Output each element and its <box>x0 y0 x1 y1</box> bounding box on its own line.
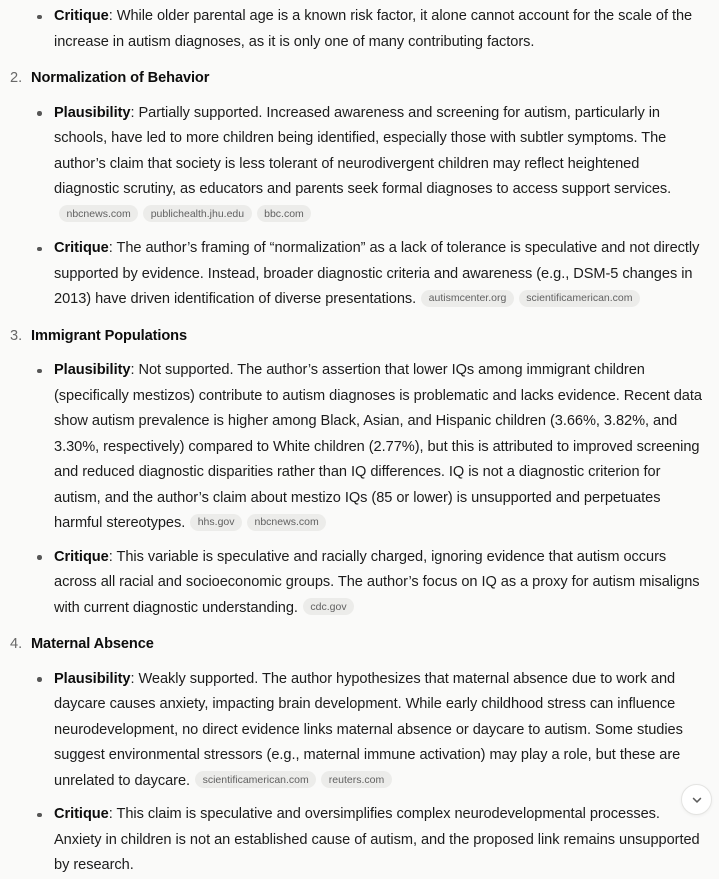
list-bullet-item <box>10 236 705 313</box>
bullet-marker <box>37 369 42 374</box>
source-citation-chip[interactable]: nbcnews.com <box>59 205 138 222</box>
bullet-text: : Weakly supported. The author hypothesizes that maternal absence due to work and daycare causes anxiety, impacting brain development. While early childhood stress can influence neurodevelopment, no direct evidence links maternal absence or daycare to autism. Some studies suggest environmental stressors (e.g., maternal immune activation) may play a role, but these are unrelated to daycare. <box>54 670 683 789</box>
bullet-label: Critique <box>54 806 109 822</box>
bullet-label: Critique <box>54 548 109 565</box>
bullet-marker <box>37 555 42 560</box>
list-bullet-item <box>10 101 705 229</box>
bullet-text: : While older parental age is a known risk factor, it alone cannot account for the scale of the increase in autism diagnoses, as it is only one of many contributing factors. <box>54 8 693 50</box>
list-bullet-item <box>10 358 705 537</box>
source-citation-chip[interactable]: bbc.com <box>257 205 312 222</box>
scroll-to-bottom-button[interactable] <box>681 784 712 815</box>
chevron-down-icon <box>690 793 704 807</box>
list-number: 3. <box>10 327 23 344</box>
list-bullet-item <box>10 545 705 622</box>
bullet-label: Plausibility <box>54 362 131 378</box>
bullet-marker <box>37 247 42 252</box>
source-citation-chip[interactable]: autismcenter.org <box>421 290 514 307</box>
list-item-heading <box>10 632 705 658</box>
list-item-heading <box>10 324 705 350</box>
list-bullet-item <box>10 667 705 795</box>
bullet-text: : Not supported. The author’s assertion that lower IQs among immigrant children (specifically mestizos) contribute to autism diagnoses is problematic and lacks evidence. Recent data show autism prevalence is higher among Black, Asian, and Hispanic children (3.66%, 3.82%, and 3.30%, respectively) compared to White children (2.77%), but this is attributed to improved screening and reduced diagnostic disparities rather than IQ differences. IQ is not a diagnostic criterion for autism, and the author’s claim about mestizo IQs (85 or lower) is unsupported and perpetuates harmful stereotypes. <box>54 362 702 531</box>
bullet-text: : This claim is speculative and oversimplifies complex neurodevelopmental processes. <box>108 806 660 822</box>
list-number: 4. <box>10 636 23 652</box>
list-item-title: Maternal Absence <box>31 636 154 652</box>
bullet-label: Critique <box>54 8 109 24</box>
bullet-label: Plausibility <box>54 670 131 687</box>
source-citation-chip[interactable]: hhs.gov <box>190 514 242 531</box>
source-citation-chip[interactable]: reuters.com <box>321 771 391 788</box>
list-bullet-item <box>10 802 705 879</box>
bullet-marker <box>37 813 42 818</box>
bullet-marker <box>37 15 42 20</box>
bullet-text: : Partially supported. Increased awareness and screening for autism, particularly in schools, have led to more children being identified, especially those with subtler symptoms. The author’s claim that society is less tolerant of neurodivergent children may reflect heightened diagnostic scrutiny, as educators and parents seek formal diagnoses to access support services. <box>54 104 672 197</box>
bullet-text: : This variable is speculative and racially charged, ignoring evidence that autism occurs across all racial and socioeconomic groups. The author’s focus on IQ as a proxy for autism misaligns with current diagnostic understanding. <box>54 548 700 616</box>
bullet-text-clipped: Anxiety in children is not an established cause of autism, and the proposed link remains unsupported by research. <box>54 831 700 873</box>
source-citation-chip[interactable]: scientificamerican.com <box>519 290 640 307</box>
source-citation-chip[interactable]: nbcnews.com <box>247 514 326 531</box>
list-bullet-item <box>10 4 705 55</box>
source-citation-chip[interactable]: scientificamerican.com <box>195 771 316 788</box>
list-item-title: Immigrant Populations <box>31 327 188 344</box>
list-item-title: Normalization of Behavior <box>31 70 210 86</box>
bullet-marker <box>37 677 42 682</box>
bullet-marker <box>37 111 42 116</box>
source-citation-chip[interactable]: cdc.gov <box>303 598 354 615</box>
bullet-text: : The author’s framing of “normalization” as a lack of tolerance is speculative and not directly supported by evidence. Instead, broader diagnostic criteria and awareness (e.g., DSM-5 changes in 2013) have driven identification of diverse presentations. <box>54 240 700 307</box>
list-number: 2. <box>10 70 23 86</box>
bullet-label: Plausibility <box>54 104 131 121</box>
bullet-label: Critique <box>54 240 109 256</box>
source-citation-chip[interactable]: publichealth.jhu.edu <box>143 205 251 222</box>
list-item-heading <box>10 66 705 92</box>
